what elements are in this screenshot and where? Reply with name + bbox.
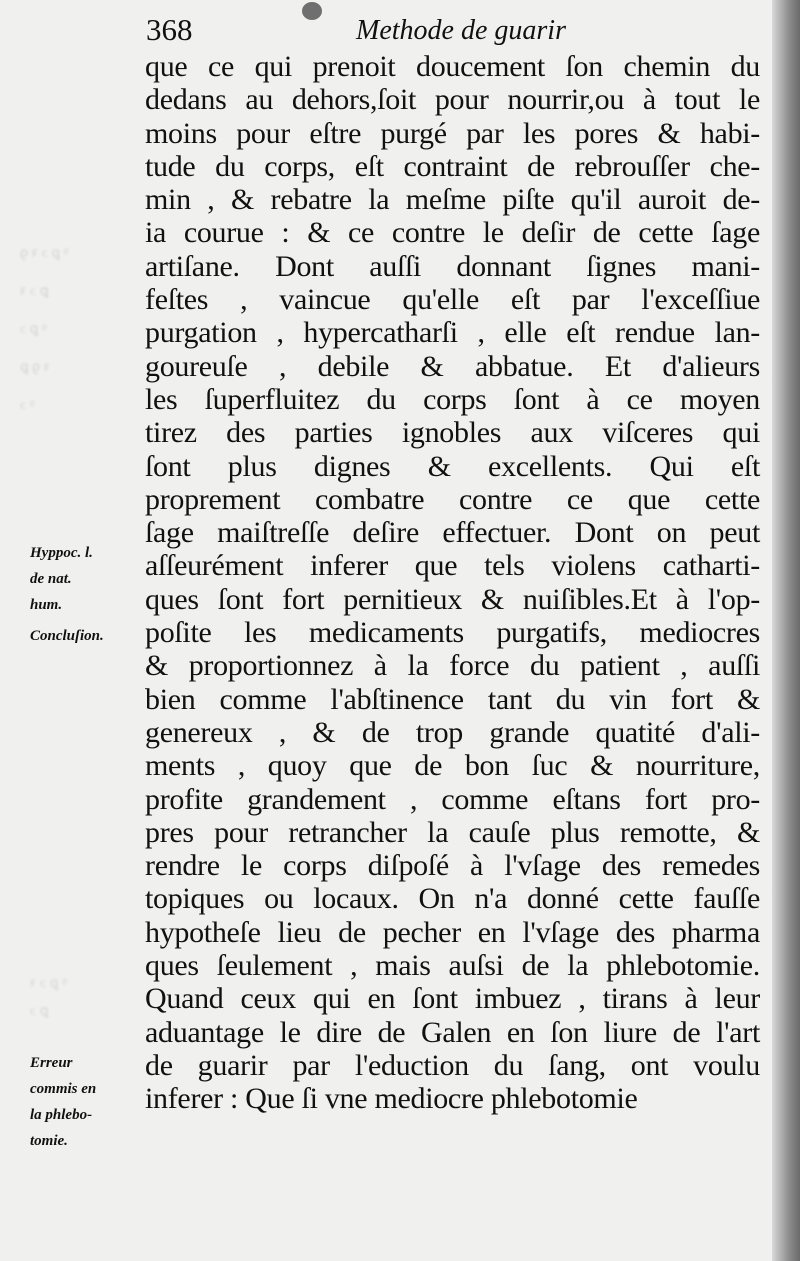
text-line: goureuſe , debile & abbatue. Et d'alieurs [145,349,760,383]
margin-note-line: la phlebo- [30,1107,93,1123]
margin-note-line: Concluſion. [30,628,104,644]
margin-note-line: tomie. [30,1133,68,1149]
show-through-text-lower: ꝰ ꝑ ɔ ꝛ ꝑ ɔ [30,976,68,1019]
text-line: ments , quoy que de bon ſuc & nourriture, [145,749,760,783]
text-line: pres pour retrancher la cauſe plus remotte, & [145,815,760,849]
margin-note-line: Erreur [30,1055,73,1071]
text-line: Quand ceux qui en ſont imbuez , tirans à leur [145,982,760,1016]
text-line: tude du corps, eſt contraint de rebrouſſer che- [145,149,760,183]
text-line: ia courue : & ce contre le deſir de cette ſage [145,216,760,250]
running-head: Methode de guarir [356,15,566,46]
text-line: proprement combatre contre ce que cette [145,482,760,516]
text-line: de guarir par l'eduction du ſang, ont voulu [145,1048,760,1082]
text-line: min , & rebatre la meſme piſte qu'il auroit de- [145,183,760,217]
text-line: genereux , & de trop grande quatité d'ali- [145,715,760,749]
page-header [146,12,758,52]
margin-note-conclusion [30,623,104,649]
page-edge-shadow [772,0,800,1261]
text-line: feſtes , vaincue qu'elle eſt par l'exceſſiue [145,283,760,317]
text-line: dedans au dehors,ſoit pour nourrir,ou à tout le [145,83,760,117]
text-line: & proportionnez à la force du patient , auſſi [145,649,760,683]
text-line: ſont plus dignes & excellents. Qui eſt [145,449,760,483]
text-line: aſſeurément inferer que tels violens catharti- [145,549,760,583]
margin-note-error [30,1050,96,1154]
text-line: que ce qui prenoit doucement ſon chemin du [145,50,760,83]
text-line: topiques ou locaux. On n'a donné cette fauſſe [145,882,760,916]
margin-note-line: de nat. [30,571,72,587]
text-line: moins pour eſtre purgé par les pores & habi- [145,116,760,150]
margin-note-line: commis en [30,1081,97,1097]
text-line: inferer : Que ſi vne mediocre phlebotomie [145,1082,638,1116]
margin-note-hippocrates [30,540,93,618]
text-line: ques ſeulement , mais auſsi de la phlebotomie. [145,949,760,983]
margin-note-line: Hyppoc. l. [30,545,93,561]
text-line: aduantage le dire de Galen en ſon liure de l'art [145,1015,760,1049]
text-line: tirez des parties ignobles aux viſceres qui [145,416,760,450]
show-through-text: ꝰ ꝑ ɔ ꝛ ꝯ ꝑ ɔ ꝛ ꝰ ꝑ ɔ ꝛ ꝯ ꝑ ꝰ ɔ [20,246,70,413]
text-line: les ſuperfluitez du corps ſont à ce moyen [145,382,760,416]
text-line: ſage maiſtreſſe deſire effectuer. Dont on peut [145,516,760,550]
text-line: artiſane. Dont auſſi donnant ſignes mani- [145,249,760,283]
body-text [145,50,760,1116]
text-line: profite grandement , comme eſtans fort pro- [145,782,760,816]
text-line: hypotheſe lieu de pecher en l'vſage des pharma [145,915,760,949]
text-line: bien comme l'abſtinence tant du vin fort & [145,682,760,716]
text-line: purgation , hypercatharſi , elle eſt rendue lan- [145,316,760,350]
text-line: poſite les medicaments purgatifs, mediocres [145,616,760,650]
page-number: 368 [146,12,193,47]
text-line: ques ſont fort pernitieux & nuiſibles.Et à l'op- [145,582,760,616]
text-line: rendre le corps diſpoſé à l'vſage des remedes [145,849,760,883]
margin-note-line: hum. [30,597,63,613]
